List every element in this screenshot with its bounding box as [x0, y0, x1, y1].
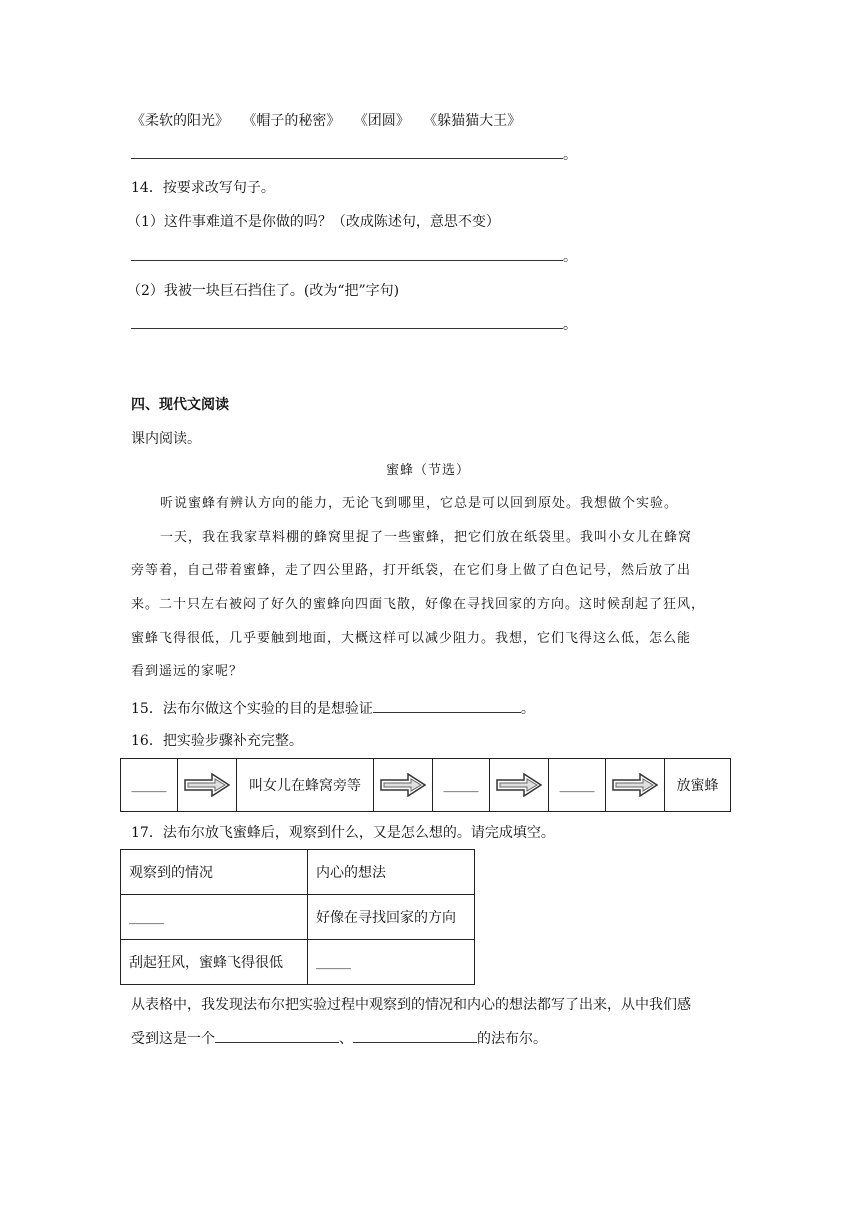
q16-title: 16．把实验步骤补充完整。 — [131, 733, 303, 749]
answer-blank[interactable] — [215, 1030, 339, 1043]
table-header: 内心的想法 — [308, 850, 475, 895]
passage-paragraph-1: 听说蜜蜂有辨认方向的能力，无论飞到哪里，它总是可以回到原处。我想做个实验。 — [160, 496, 679, 511]
right-arrow-icon — [380, 773, 426, 797]
passage-line: 一天，我在我家草料棚的蜂窝里捉了一些蜜蜂，把它们放在纸袋里。我叫小女儿在蜂窝 — [160, 530, 693, 545]
book-title: 《团圆》 — [353, 113, 410, 129]
section-heading: 四、现代文阅读 — [131, 397, 229, 413]
answer-rule — [131, 146, 563, 159]
q14-part1: （1）这件事难道不是你做的吗？（改成陈述句，意思不变） — [127, 214, 500, 230]
passage-line: 旁等着，自己带着蜜蜂，走了四公里路，打开纸袋，在它们身上做了白色记号，然后放了出 — [131, 563, 692, 578]
q14-title: 14．按要求改写句子。 — [131, 180, 275, 196]
table-cell: 好像在寻找回家的方向 — [308, 895, 475, 940]
q14-part1-answer-line[interactable]: 。 — [131, 247, 577, 267]
step-blank-3[interactable]: _____ — [433, 759, 490, 812]
passage-title: 蜜蜂（节选） — [386, 463, 471, 478]
section-intro: 课内阅读。 — [131, 431, 201, 447]
answer-rule — [131, 316, 563, 329]
passage-line: 来。二十只左右被闷了好久的蜜蜂向四面飞散，好像在寻找回家的方向。这时候刮起了狂风， — [131, 597, 706, 612]
book-title: 《柔软的阳光》 — [131, 113, 229, 129]
books-answer-line[interactable]: 。 — [131, 145, 577, 165]
step-blank-1[interactable]: _____ — [121, 759, 178, 812]
step-2: 叫女儿在蜂窝旁等 — [237, 759, 374, 812]
answer-blank[interactable] — [373, 700, 521, 713]
right-arrow-icon — [612, 773, 658, 797]
table-cell: 刮起狂风，蜜蜂飞得很低 — [121, 940, 308, 985]
right-arrow-icon — [184, 773, 230, 797]
book-list — [131, 111, 521, 131]
q14-part2: （2）我被一块巨石挡住了。(改为“把”字句) — [127, 283, 400, 299]
q14-part2-answer-line[interactable]: 。 — [131, 315, 577, 335]
step-arrow — [178, 759, 237, 812]
q15-question: 15．法布尔做这个实验的目的是想验证 。 — [131, 701, 535, 717]
conclusion-line-2: 受到这是一个 、 的法布尔。 — [131, 1031, 547, 1047]
table-header: 观察到的情况 — [121, 850, 308, 895]
book-title: 《躲猫猫大王》 — [423, 113, 522, 129]
conclusion-line-1: 从表格中，我发现法布尔把实验过程中观察到的情况和内心的想法都写了出来，从中我们感 — [131, 997, 691, 1013]
answer-rule — [131, 248, 563, 261]
step-5: 放蜜蜂 — [665, 759, 731, 812]
right-arrow-icon — [496, 773, 542, 797]
step-arrow — [374, 759, 433, 812]
passage-line: 蜜蜂飞得很低，几乎要触到地面，大概这样可以减少阻力。我想，它们飞得这么低，怎么能 — [131, 631, 692, 646]
step-arrow — [606, 759, 665, 812]
step-arrow — [490, 759, 549, 812]
table-cell-blank[interactable]: _____ — [121, 895, 308, 940]
answer-blank[interactable] — [353, 1030, 477, 1043]
q17-title: 17．法布尔放飞蜜蜂后，观察到什么，又是怎么想的。请完成填空。 — [131, 825, 555, 841]
table-cell-blank[interactable]: _____ — [308, 940, 475, 985]
book-title: 《帽子的秘密》 — [242, 113, 341, 129]
observation-table — [120, 849, 475, 985]
passage-line: 看到遥远的家呢？ — [131, 664, 244, 679]
experiment-steps-table — [120, 758, 731, 812]
step-blank-4[interactable]: _____ — [549, 759, 606, 812]
